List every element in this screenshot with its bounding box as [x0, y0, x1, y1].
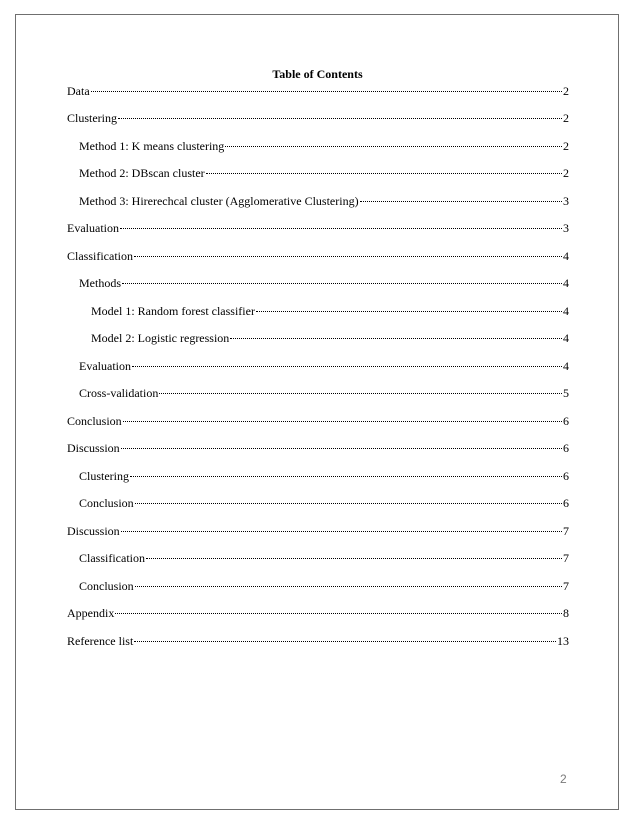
toc-entry-classification[interactable]	[67, 249, 569, 263]
table-of-contents	[67, 0, 569, 824]
toc-entry-discussion-2[interactable]	[67, 524, 569, 538]
toc-entry-data[interactable]	[67, 84, 569, 98]
toc-entry-appendix[interactable]	[67, 606, 569, 620]
toc-entry-page: 2	[563, 111, 569, 125]
toc-entry-page: 6	[563, 414, 569, 428]
toc-entry-label: Data	[67, 84, 90, 98]
toc-entry-page: 8	[563, 606, 569, 620]
toc-entry-label: Conclusion	[67, 414, 122, 428]
dot-leader	[121, 531, 562, 532]
dot-leader	[360, 201, 562, 202]
dot-leader	[256, 311, 562, 312]
toc-entry-label: Model 1: Random forest classifier	[91, 304, 255, 318]
toc-entry-label: Evaluation	[79, 359, 131, 373]
dot-leader	[121, 448, 562, 449]
toc-entry-label: Method 1: K means clustering	[79, 139, 225, 153]
dot-leader	[120, 228, 562, 229]
toc-entry-reference-list[interactable]	[67, 634, 569, 648]
toc-entry-page: 2	[563, 166, 569, 180]
toc-entry-page: 6	[563, 469, 569, 483]
toc-entry-evaluation-sub[interactable]	[79, 359, 569, 373]
toc-entry-label: Conclusion	[79, 579, 134, 593]
toc-entry-clustering-sub[interactable]	[79, 469, 569, 483]
toc-entry-methods[interactable]	[79, 276, 569, 290]
dot-leader	[206, 173, 562, 174]
toc-entry-label: Discussion	[67, 524, 120, 538]
dot-leader	[91, 91, 562, 92]
toc-entry-label: Model 2: Logistic regression	[91, 331, 230, 345]
toc-entry-page: 4	[563, 331, 569, 345]
dot-leader	[115, 613, 562, 614]
toc-entry-page: 4	[563, 249, 569, 263]
dot-leader	[122, 283, 562, 284]
toc-entry-label: Methods	[79, 276, 121, 290]
toc-entry-model-1[interactable]	[91, 304, 569, 318]
toc-entry-page: 4	[563, 276, 569, 290]
toc-entry-label: Conclusion	[79, 496, 134, 510]
toc-entry-page: 2	[563, 84, 569, 98]
toc-entry-page: 6	[563, 441, 569, 455]
toc-entry-label: Discussion	[67, 441, 120, 455]
toc-entry-page: 4	[563, 359, 569, 373]
toc-entry-method-3[interactable]	[79, 194, 569, 208]
toc-entry-page: 5	[563, 386, 569, 400]
dot-leader	[159, 393, 562, 394]
toc-entry-evaluation[interactable]	[67, 221, 569, 235]
toc-entry-conclusion-sub-2[interactable]	[79, 579, 569, 593]
page-number: 2	[560, 772, 567, 786]
toc-entry-page: 2	[563, 139, 569, 153]
toc-entry-page: 6	[563, 496, 569, 510]
toc-entry-label: Classification	[67, 249, 133, 263]
toc-entry-method-1[interactable]	[79, 139, 569, 153]
toc-entry-page: 3	[563, 194, 569, 208]
dot-leader	[230, 338, 562, 339]
dot-leader	[118, 118, 562, 119]
toc-entry-label: Clustering	[67, 111, 117, 125]
toc-entry-page: 7	[563, 579, 569, 593]
toc-entry-discussion[interactable]	[67, 441, 569, 455]
dot-leader	[135, 586, 562, 587]
dot-leader	[135, 503, 562, 504]
dot-leader	[134, 256, 562, 257]
toc-entry-label: Method 3: Hirerechcal cluster (Agglomerative Clustering)	[79, 194, 359, 208]
toc-entry-page: 7	[563, 551, 569, 565]
dot-leader	[146, 558, 562, 559]
toc-entry-conclusion-sub[interactable]	[79, 496, 569, 510]
toc-entry-label: Cross-validation	[79, 386, 159, 400]
dot-leader	[134, 641, 556, 642]
toc-entry-classification-sub[interactable]	[79, 551, 569, 565]
dot-leader	[130, 476, 562, 477]
toc-entry-label: Reference list	[67, 634, 134, 648]
toc-entry-page: 3	[563, 221, 569, 235]
toc-entry-label: Clustering	[79, 469, 129, 483]
dot-leader	[225, 146, 562, 147]
toc-entry-label: Method 2: DBscan cluster	[79, 166, 205, 180]
toc-entry-method-2[interactable]	[79, 166, 569, 180]
dot-leader	[123, 421, 562, 422]
toc-entry-label: Evaluation	[67, 221, 119, 235]
toc-entry-clustering[interactable]	[67, 111, 569, 125]
toc-title: Table of Contents	[272, 67, 363, 81]
toc-entry-cross-validation[interactable]	[79, 386, 569, 400]
toc-entry-page: 7	[563, 524, 569, 538]
dot-leader	[132, 366, 562, 367]
toc-entry-label: Classification	[79, 551, 145, 565]
toc-entry-page: 4	[563, 304, 569, 318]
toc-entry-conclusion[interactable]	[67, 414, 569, 428]
toc-entry-model-2[interactable]	[91, 331, 569, 345]
toc-entry-page: 13	[557, 634, 569, 648]
toc-entry-label: Appendix	[67, 606, 115, 620]
